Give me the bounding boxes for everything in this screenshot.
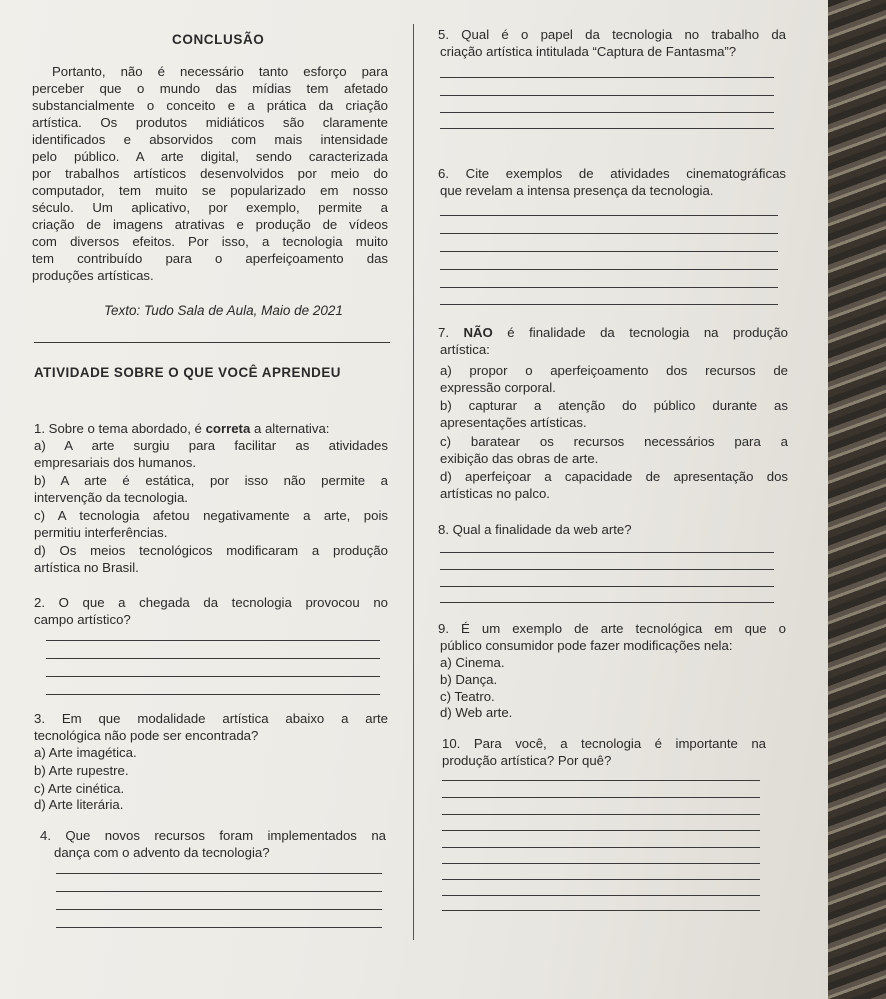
separator-line: [34, 342, 390, 343]
q2-answer-line[interactable]: [46, 640, 380, 641]
q5-prompt: 5. Qual é o papel da tecnologia no trabalho da: [438, 27, 786, 42]
q10-answer-line[interactable]: [442, 814, 760, 815]
q7-option-b-cont: apresentações artísticas.: [440, 415, 587, 430]
conclusion-line: tem contribuído para o aperfeiçoamento das: [32, 251, 388, 266]
q10-answer-line[interactable]: [442, 863, 760, 864]
q7-option-c: c) baratear os recursos necessários para a: [440, 434, 788, 449]
q9-prompt-cont: público consumidor pode fazer modificações nela:: [440, 638, 733, 653]
q3-option-d: d) Arte literária.: [34, 797, 124, 812]
q7-prompt-cont: artística:: [440, 342, 490, 357]
column-divider: [413, 24, 414, 940]
q6-prompt: 6. Cite exemplos de atividades cinematográficas: [438, 166, 786, 181]
q10-answer-line[interactable]: [442, 847, 760, 848]
q1-option-c: c) A tecnologia afetou negativamente a arte, pois: [34, 508, 388, 523]
q9-option-d: d) Web arte.: [440, 705, 513, 720]
conclusion-line: século. Um aplicativo, por exemplo, permite a: [32, 200, 388, 215]
q3-option-a: a) Arte imagética.: [34, 745, 137, 760]
q10-prompt: 10. Para você, a tecnologia é importante na: [442, 736, 766, 751]
q9-option-c: c) Teatro.: [440, 689, 495, 704]
q8-answer-line[interactable]: [440, 586, 774, 587]
conclusion-line: criação de imagens atrativas e produção de vídeos: [32, 217, 388, 232]
q10-answer-line[interactable]: [442, 879, 760, 880]
conclusion-line: Portanto, não é necessário tanto esforço para: [52, 64, 388, 79]
q6-prompt-cont: que revelam a intensa presença da tecnologia.: [440, 183, 714, 198]
q3-option-c: c) Arte cinética.: [34, 781, 125, 796]
q2-prompt-cont: campo artístico?: [34, 612, 131, 627]
conclusion-line: substancialmente o conceito e a prática da criação: [32, 98, 388, 113]
q1-option-d: d) Os meios tecnológicos modificaram a produção: [34, 543, 388, 558]
conclusion-line: perceber que o mundo das mídias tem afetado: [32, 81, 388, 96]
q1-prompt-end: a alternativa:: [250, 421, 330, 436]
q10-answer-line[interactable]: [442, 830, 760, 831]
conclusion-line: pelo público. A arte digital, sendo caracterizada: [32, 149, 388, 164]
q2-answer-line[interactable]: [46, 694, 380, 695]
q1-option-b: b) A arte é estática, por isso não permite a: [34, 473, 388, 488]
conclusion-line: identificados e absorvidos com mais intensidade: [32, 132, 388, 147]
q5-answer-line[interactable]: [440, 77, 774, 78]
q10-answer-line[interactable]: [442, 910, 760, 911]
q1-option-a-cont: empresariais dos humanos.: [34, 455, 196, 470]
q5-prompt-cont: criação artística intitulada “Captura de Fantasma”?: [440, 44, 737, 59]
q1-option-b-cont: intervenção da tecnologia.: [34, 490, 188, 505]
q5-answer-line[interactable]: [440, 112, 774, 113]
conclusion-line: artística. Os produtos midiáticos são claramente: [32, 115, 388, 130]
q8-answer-line[interactable]: [440, 552, 774, 553]
q2-answer-line[interactable]: [46, 676, 380, 677]
q4-prompt: 4. Que novos recursos foram implementados na: [40, 828, 386, 843]
q10-answer-line[interactable]: [442, 895, 760, 896]
q7-option-a: a) propor o aperfeiçoamento dos recursos de: [440, 363, 788, 378]
q1-option-c-cont: permitiu interferências.: [34, 525, 168, 540]
q6-answer-line[interactable]: [440, 304, 778, 305]
q4-answer-line[interactable]: [56, 927, 382, 928]
q9-prompt: 9. É um exemplo de arte tecnológica em que o: [438, 621, 786, 636]
conclusion-title: CONCLUSÃO: [172, 32, 265, 47]
q7-option-a-cont: expressão corporal.: [440, 380, 556, 395]
q6-answer-line[interactable]: [440, 233, 778, 234]
conclusion-line: produções artísticas.: [32, 268, 154, 283]
q1-prompt: [34, 421, 329, 436]
q7-option-d-cont: artísticas no palco.: [440, 486, 550, 501]
q6-answer-line[interactable]: [440, 215, 778, 216]
q6-answer-line[interactable]: [440, 287, 778, 288]
q4-answer-line[interactable]: [56, 873, 382, 874]
q1-option-d-cont: artística no Brasil.: [34, 560, 139, 575]
q5-answer-line[interactable]: [440, 95, 774, 96]
q7-option-b: b) capturar a atenção do público durante as: [440, 398, 788, 413]
q2-answer-line[interactable]: [46, 658, 380, 659]
q5-answer-line[interactable]: [440, 128, 774, 129]
q3-option-b: b) Arte rupestre.: [34, 763, 129, 778]
q3-prompt: 3. Em que modalidade artística abaixo a arte: [34, 711, 388, 726]
q8-prompt: 8. Qual a finalidade da web arte?: [438, 522, 632, 537]
q4-prompt-cont: dança com o advento da tecnologia?: [54, 845, 270, 860]
conclusion-line: computador, tem muito se popularizado em nosso: [32, 183, 388, 198]
q7-number: 7.: [438, 325, 464, 340]
q1-option-a: a) A arte surgiu para facilitar as atividades: [34, 438, 388, 453]
conclusion-line: com diversos efeitos. Por isso, a tecnologia muito: [32, 234, 388, 249]
background-edge: [828, 0, 886, 999]
q7-prompt-emphasis: NÃO: [463, 325, 493, 340]
q8-answer-line[interactable]: [440, 602, 774, 603]
q3-prompt-cont: tecnológica não pode ser encontrada?: [34, 728, 259, 743]
q6-answer-line[interactable]: [440, 269, 778, 270]
q7-prompt: [438, 325, 788, 340]
q1-prompt-start: 1. Sobre o tema abordado, é: [34, 421, 206, 436]
q10-answer-line[interactable]: [442, 780, 760, 781]
q4-answer-line[interactable]: [56, 909, 382, 910]
q4-answer-line[interactable]: [56, 891, 382, 892]
q10-prompt-cont: produção artística? Por quê?: [442, 753, 612, 768]
q7-option-d: d) aperfeiçoar a capacidade de apresentação dos: [440, 469, 788, 484]
source-citation: Texto: Tudo Sala de Aula, Maio de 2021: [104, 303, 343, 318]
q7-option-c-cont: exibição das obras de arte.: [440, 451, 599, 466]
q2-prompt: 2. O que a chegada da tecnologia provocou no: [34, 595, 388, 610]
q9-option-b: b) Dança.: [440, 672, 498, 687]
q1-prompt-emphasis: correta: [205, 421, 251, 436]
q7-prompt-end: é finalidade da tecnologia na produção: [492, 325, 788, 340]
q8-answer-line[interactable]: [440, 569, 774, 570]
q10-answer-line[interactable]: [442, 797, 760, 798]
q9-option-a: a) Cinema.: [440, 655, 505, 670]
conclusion-line: por trabalhos artísticos desenvolvidos por meio do: [32, 166, 388, 181]
activity-title: ATIVIDADE SOBRE O QUE VOCÊ APRENDEU: [34, 365, 341, 380]
q6-answer-line[interactable]: [440, 251, 778, 252]
